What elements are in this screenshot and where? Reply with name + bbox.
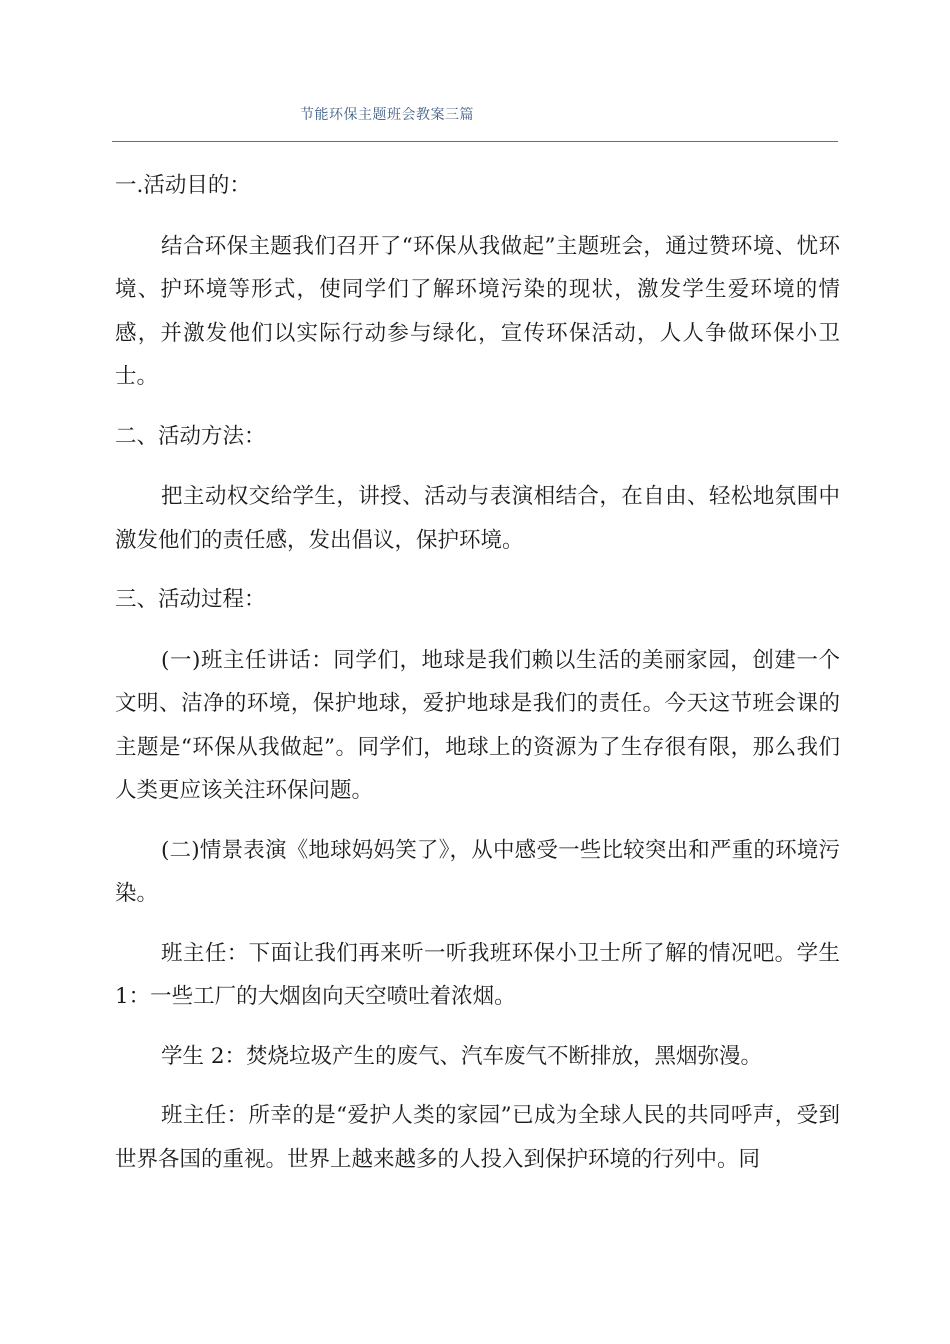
document-body [115, 164, 840, 1197]
paragraph-purpose: 结合环保主题我们召开了“环保从我做起”主题班会，通过赞环境、忧环境、护环境等形式，使同学们了解环境污染的现状，激发学生爱环境的情感，并激发他们以实际行动参与绿化，宣传环保活动，人人争做环保小卫士。 [115, 233, 840, 389]
paragraph-student-two: 学生 2：焚烧垃圾产生的废气、汽车废气不断排放，黑烟弥漫。 [161, 1043, 763, 1069]
paragraph-method: 把主动权交给学生，讲授、活动与表演相结合，在自由、轻松地氛围中激发他们的责任感，发出倡议，保护环境。 [115, 484, 840, 553]
paragraph-step-one: (一)班主任讲话：同学们，地球是我们赖以生活的美丽家园，创建一个文明、洁净的环境，保护地球，爱护地球是我们的责任。今天这节班会课的主题是“环保从我做起”。同学们，地球上的资源为了生存很有限，那么我们人类更应该关注环保问题。 [115, 647, 840, 803]
document-header-title: 节能环保主题班会教案三篇 [300, 107, 474, 123]
header-divider [112, 141, 838, 142]
paragraph-teacher-two: 班主任：所幸的是“爱护人类的家园”已成为全球人民的共同呼声，受到世界各国的重视。世界上越来越多的人投入到保护环境的行列中。同 [115, 1103, 840, 1172]
section-heading-purpose: 一.活动目的： [115, 173, 251, 198]
paragraph-teacher-one: 班主任：下面让我们再来听一听我班环保小卫士所了解的情况吧。学生 1：一些工厂的大烟囱向天空喷吐着浓烟。 [115, 940, 840, 1009]
section-heading-method: 二、活动方法： [115, 423, 266, 449]
paragraph-step-two: (二)情景表演《地球妈妈笑了》，从中感受一些比较突出和严重的环境污染。 [115, 837, 840, 906]
section-heading-process: 三、活动过程： [115, 587, 266, 612]
